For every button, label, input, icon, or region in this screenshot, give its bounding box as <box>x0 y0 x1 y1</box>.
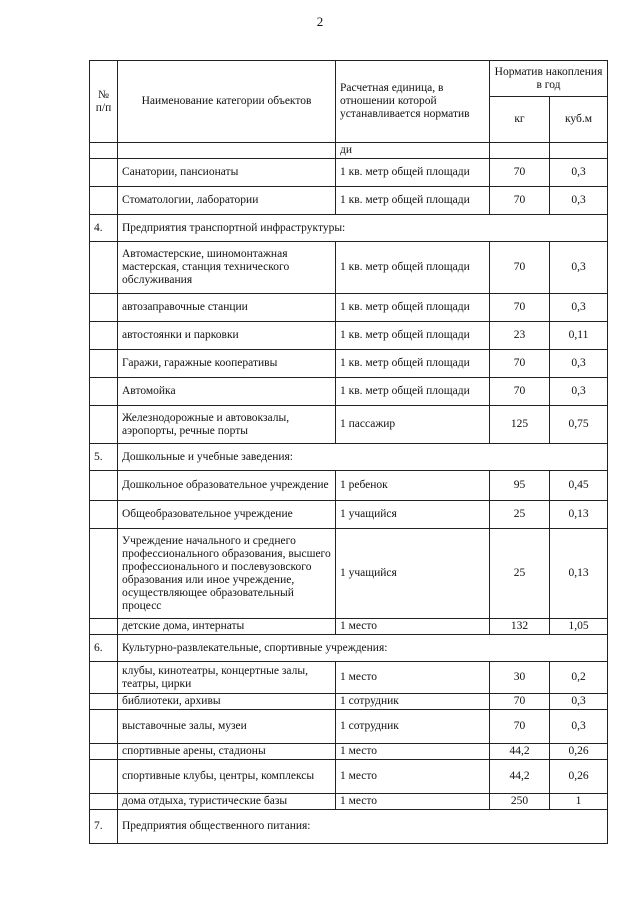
calc-unit: 1 место <box>336 744 490 760</box>
norm-m3: 0,3 <box>550 159 608 187</box>
calc-unit: ди <box>336 143 490 159</box>
header-kg: кг <box>490 97 550 143</box>
header-num: № п/п <box>90 61 118 143</box>
object-category: библиотеки, архивы <box>118 694 336 710</box>
section-number: 4. <box>90 215 118 242</box>
norm-kg: 70 <box>490 242 550 294</box>
calc-unit: 1 кв. метр общей площади <box>336 159 490 187</box>
calc-unit: 1 учащийся <box>336 501 490 529</box>
object-category: спортивные арены, стадионы <box>118 744 336 760</box>
calc-unit: 1 кв. метр общей площади <box>336 378 490 406</box>
row-number <box>90 471 118 501</box>
row-number <box>90 378 118 406</box>
row-number <box>90 694 118 710</box>
norms-table <box>89 60 608 844</box>
header-name: Наименование категории объектов <box>118 61 336 143</box>
row-number <box>90 501 118 529</box>
norm-kg: 70 <box>490 710 550 744</box>
row-number <box>90 760 118 794</box>
row-number <box>90 406 118 444</box>
norm-m3 <box>550 143 608 159</box>
row-number <box>90 350 118 378</box>
norm-m3: 0,3 <box>550 694 608 710</box>
table-row <box>90 619 608 635</box>
calc-unit: 1 кв. метр общей площади <box>336 322 490 350</box>
norm-kg: 44,2 <box>490 744 550 760</box>
norm-kg: 125 <box>490 406 550 444</box>
norm-kg: 25 <box>490 529 550 619</box>
calc-unit: 1 учащийся <box>336 529 490 619</box>
calc-unit: 1 кв. метр общей площади <box>336 294 490 322</box>
section-title: Предприятия транспортной инфраструктуры: <box>118 215 608 242</box>
row-number <box>90 159 118 187</box>
section-number: 6. <box>90 635 118 662</box>
norm-kg: 70 <box>490 694 550 710</box>
table-row <box>90 471 608 501</box>
norm-m3: 0,13 <box>550 529 608 619</box>
norm-m3: 1,05 <box>550 619 608 635</box>
object-category: автостоянки и парковки <box>118 322 336 350</box>
object-category: детские дома, интернаты <box>118 619 336 635</box>
calc-unit: 1 сотрудник <box>336 710 490 744</box>
calc-unit: 1 пассажир <box>336 406 490 444</box>
table-row <box>90 242 608 294</box>
norm-m3: 0,13 <box>550 501 608 529</box>
calc-unit: 1 место <box>336 619 490 635</box>
norm-kg: 25 <box>490 501 550 529</box>
object-category: Железнодорожные и автовокзалы, аэропорты, речные порты <box>118 406 336 444</box>
section-number: 7. <box>90 810 118 844</box>
header-norm: Норматив накопления в год <box>490 61 608 97</box>
norm-m3: 0,3 <box>550 294 608 322</box>
object-category: Общеобразовательное учреждение <box>118 501 336 529</box>
norm-kg: 44,2 <box>490 760 550 794</box>
row-number <box>90 794 118 810</box>
norm-m3: 0,11 <box>550 322 608 350</box>
section-number: 5. <box>90 444 118 471</box>
norm-m3: 1 <box>550 794 608 810</box>
norm-m3: 0,3 <box>550 710 608 744</box>
object-category: Санатории, пансионаты <box>118 159 336 187</box>
row-number <box>90 662 118 694</box>
norm-m3: 0,26 <box>550 744 608 760</box>
calc-unit: 1 место <box>336 760 490 794</box>
table-row <box>90 529 608 619</box>
norm-kg: 95 <box>490 471 550 501</box>
row-number <box>90 529 118 619</box>
object-category: Автомойка <box>118 378 336 406</box>
norm-m3: 0,2 <box>550 662 608 694</box>
row-number <box>90 143 118 159</box>
page-number: 2 <box>316 14 324 29</box>
table-row <box>90 694 608 710</box>
calc-unit: 1 место <box>336 794 490 810</box>
object-category: выставочные залы, музеи <box>118 710 336 744</box>
calc-unit: 1 кв. метр общей площади <box>336 242 490 294</box>
object-category: Автомастерские, шиномонтажная мастерская, станция технического обслуживания <box>118 242 336 294</box>
table-body <box>90 143 608 844</box>
table-row <box>90 294 608 322</box>
row-number <box>90 294 118 322</box>
norm-kg: 23 <box>490 322 550 350</box>
header-unit: Расчетная единица, в отношении которой устанавливается норматив <box>336 61 490 143</box>
row-number <box>90 744 118 760</box>
section-row <box>90 444 608 471</box>
table-row <box>90 187 608 215</box>
table-row <box>90 378 608 406</box>
norm-m3: 0,3 <box>550 242 608 294</box>
table-row <box>90 744 608 760</box>
calc-unit: 1 кв. метр общей площади <box>336 350 490 378</box>
section-title: Культурно-развлекательные, спортивные учреждения: <box>118 635 608 662</box>
table-row <box>90 406 608 444</box>
object-category: автозаправочные станции <box>118 294 336 322</box>
row-number <box>90 242 118 294</box>
norm-m3: 0,3 <box>550 187 608 215</box>
norm-kg: 70 <box>490 187 550 215</box>
norm-m3: 0,45 <box>550 471 608 501</box>
object-category: дома отдыха, туристические базы <box>118 794 336 810</box>
table-row <box>90 501 608 529</box>
norm-kg <box>490 143 550 159</box>
object-category: Гаражи, гаражные кооперативы <box>118 350 336 378</box>
norm-kg: 70 <box>490 378 550 406</box>
section-row <box>90 635 608 662</box>
table-row <box>90 143 608 159</box>
norm-kg: 250 <box>490 794 550 810</box>
norm-kg: 70 <box>490 294 550 322</box>
object-category: клубы, кинотеатры, концертные залы, театры, цирки <box>118 662 336 694</box>
table-row <box>90 350 608 378</box>
calc-unit: 1 кв. метр общей площади <box>336 187 490 215</box>
section-row <box>90 215 608 242</box>
object-category: Учреждение начального и среднего профессионального образования, высшего профессионального и послевузовского образования или иное учреждение, осуществляющее образовательный процесс <box>118 529 336 619</box>
object-category: Стоматологии, лаборатории <box>118 187 336 215</box>
table-row <box>90 322 608 350</box>
norm-kg: 30 <box>490 662 550 694</box>
norm-m3: 0,3 <box>550 350 608 378</box>
calc-unit: 1 место <box>336 662 490 694</box>
table-row <box>90 662 608 694</box>
norm-m3: 0,75 <box>550 406 608 444</box>
norm-kg: 132 <box>490 619 550 635</box>
row-number <box>90 710 118 744</box>
section-row <box>90 810 608 844</box>
object-category: спортивные клубы, центры, комплексы <box>118 760 336 794</box>
object-category: Дошкольное образовательное учреждение <box>118 471 336 501</box>
table-row <box>90 710 608 744</box>
section-title: Предприятия общественного питания: <box>118 810 608 844</box>
row-number <box>90 187 118 215</box>
table-row <box>90 159 608 187</box>
norm-m3: 0,3 <box>550 378 608 406</box>
calc-unit: 1 ребенок <box>336 471 490 501</box>
object-category <box>118 143 336 159</box>
table-row <box>90 794 608 810</box>
header-m3: куб.м <box>550 97 608 143</box>
norm-kg: 70 <box>490 159 550 187</box>
norm-m3: 0,26 <box>550 760 608 794</box>
row-number <box>90 619 118 635</box>
table-row <box>90 760 608 794</box>
row-number <box>90 322 118 350</box>
section-title: Дошкольные и учебные заведения: <box>118 444 608 471</box>
norm-kg: 70 <box>490 350 550 378</box>
calc-unit: 1 сотрудник <box>336 694 490 710</box>
